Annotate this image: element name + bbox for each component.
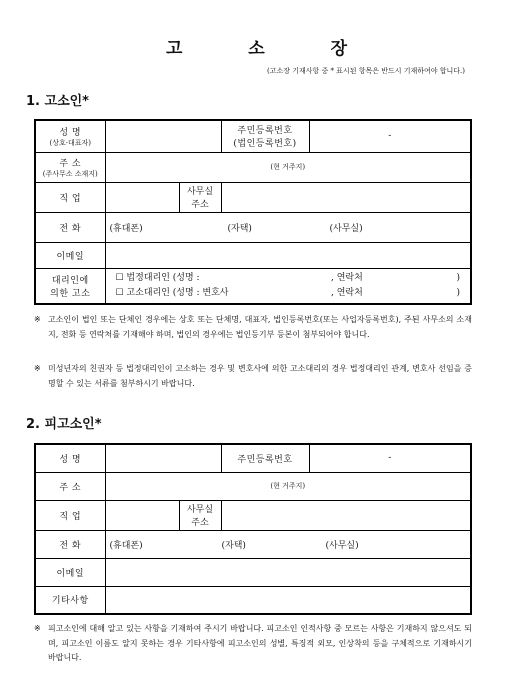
attorney-agent-row[interactable] — [116, 286, 461, 301]
job-field[interactable] — [105, 182, 179, 212]
email-field[interactable] — [105, 242, 471, 268]
legal-agent-close: ) — [456, 272, 460, 283]
accused-email-field[interactable] — [105, 558, 471, 586]
accused-job-label: 직 업 — [35, 500, 105, 530]
phone-mobile-label: (휴대폰) — [109, 223, 143, 234]
attorney-agent-close: ) — [456, 287, 460, 298]
accused-job-field[interactable] — [105, 500, 179, 530]
accused-phone-mobile-label: (휴대폰) — [109, 540, 143, 551]
legal-agent-contact: , 연락처 — [330, 272, 363, 283]
name-field[interactable] — [105, 120, 221, 152]
accused-phone-field[interactable] — [105, 530, 471, 558]
accused-id-number-field[interactable]: - — [309, 444, 471, 472]
agent-label: 대리인에 의한 고소 — [35, 268, 105, 304]
phone-field[interactable] — [105, 212, 471, 242]
office-address-label: 사무실 주소 — [179, 182, 221, 212]
job-label: 직 업 — [35, 182, 105, 212]
section-complainant-heading: 1. 고소인* — [26, 94, 89, 109]
address-label: 주 소 (주사무소 소재지) — [35, 152, 105, 182]
complainant-table — [34, 119, 472, 305]
accused-office-address-label: 사무실 주소 — [179, 500, 221, 530]
address-field[interactable]: (현 거주지) — [105, 152, 471, 182]
accused-name-label: 성 명 — [35, 444, 105, 472]
accused-phone-label: 전 화 — [35, 530, 105, 558]
section-accused-heading: 2. 피고소인* — [26, 417, 102, 432]
accused-address-field[interactable]: (현 거주지) — [105, 472, 471, 500]
complainant-note-2: ※ 미성년자의 친권자 등 법정대리인이 고소하는 경우 및 변호사에 의한 고소대리의 경우 법정대리인 관계, 변호사 선임을 증명할 수 있는 서류를 첨부하시기 바랍니다. — [34, 364, 472, 388]
accused-name-field[interactable] — [105, 444, 221, 472]
accused-phone-office-label: (사무실) — [325, 540, 359, 551]
accused-note: ※ 피고소인에 대해 알고 있는 사항을 기재하여 주시기 바랍니다. 피고소인 인적사항 중 모르는 사항은 기재하지 않으셔도 되며, 피고소인 이름도 알지 못하는 경우 기타사항에 피고소인의 성별, 특징적 외모, 인상착의 등을 구체적으로 기재하시기 바랍니다. — [34, 624, 472, 662]
accused-id-number-label: 주민등록번호 — [221, 444, 309, 472]
name-label: 성 명 (상호·대표자) — [35, 120, 105, 152]
accused-address-label: 주 소 — [35, 472, 105, 500]
accused-phone-home-label: (자택) — [221, 540, 246, 551]
phone-home-label: (자택) — [227, 223, 252, 234]
agent-field[interactable] — [105, 268, 471, 304]
accused-table — [34, 443, 472, 615]
id-number-label: 주민등록번호 (법인등록번호) — [221, 120, 309, 152]
office-address-field[interactable] — [221, 182, 471, 212]
attorney-agent-contact: , 연락처 — [330, 287, 363, 298]
legal-agent-checkbox[interactable]: ☐ 법정대리인 (성명 : — [115, 272, 200, 283]
accused-email-label: 이메일 — [35, 558, 105, 586]
id-number-field[interactable]: - — [309, 120, 471, 152]
accused-office-address-field[interactable] — [221, 500, 471, 530]
required-fields-note: (고소장 기재사항 중 * 표시된 항목은 반드시 기재하여야 합니다.) — [266, 67, 465, 75]
phone-office-label: (사무실) — [329, 223, 363, 234]
attorney-agent-checkbox[interactable]: ☐ 고소대리인 (성명 : 변호사 — [115, 287, 229, 298]
document-title: 고 소 장 — [165, 39, 378, 59]
complainant-note-1: ※ 고소인이 법인 또는 단체인 경우에는 상호 또는 단체명, 대표자, 법인등록번호(또는 사업자등록번호), 주된 사무소의 소재지, 전화 등 연락처를 기재해야 하며, 법인의 경우에는 법인등기부 등본이 첨부되어야 합니다. — [34, 315, 472, 339]
phone-label: 전 화 — [35, 212, 105, 242]
email-label: 이메일 — [35, 242, 105, 268]
legal-agent-row[interactable] — [116, 271, 461, 286]
accused-etc-label: 기타사항 — [35, 586, 105, 614]
accused-etc-field[interactable] — [105, 586, 471, 614]
